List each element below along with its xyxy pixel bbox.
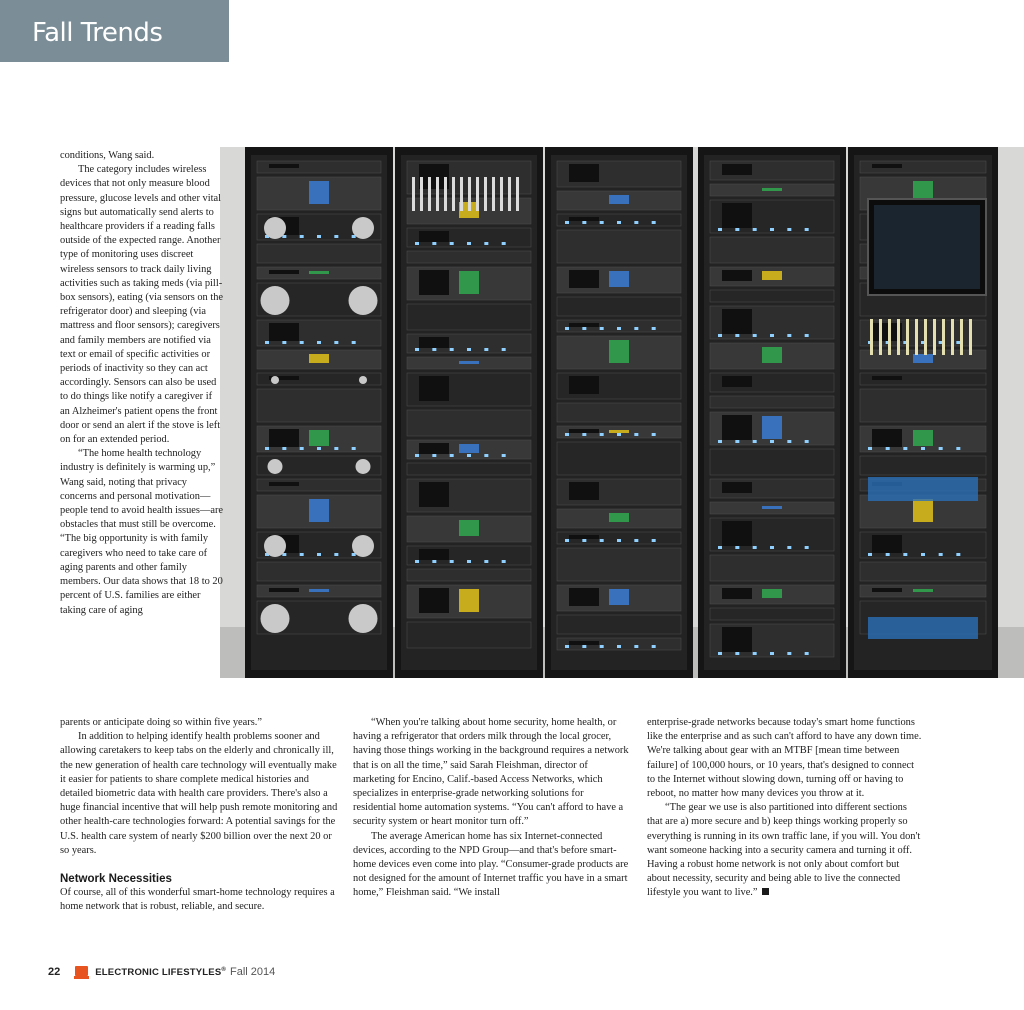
page-footer	[48, 965, 275, 979]
paragraph: Of course, all of this wonderful smart-home technology requires a home network that is robust, reliable, and secure.	[60, 887, 335, 913]
article-column-3	[647, 716, 923, 901]
registered-mark: ®	[221, 966, 226, 973]
subheading: Network Necessities	[60, 873, 172, 886]
magazine-name	[95, 967, 226, 978]
article-column-1-wide	[60, 716, 340, 914]
rack-illustration	[220, 147, 1024, 678]
paragraph	[647, 801, 923, 900]
paragraph: “The home health technology industry is definitely is warming up,” Wang said, noting that privacy concerns and personal motivation—people tend to avoid health issues—are obstacles that must still be overcome. “The big opportunity is with family caregivers who need to take care of aging parents and other family members. Our data shows that 18 to 20 percent of U.S. families are either taking care of aging	[60, 448, 224, 616]
section-banner	[0, 0, 229, 62]
paragraph: enterprise-grade networks because today's smart home functions like the enterprise and as such can't afford to have any down time. We're talking about gear with an MTBF [mean time between failure] of 100,000 hours, or 10 years, that's designed to connect to the Internet without slowing down, turning off or having to reboot, no matter how many devices you throw at it.	[647, 717, 922, 800]
paragraph: The category includes wireless devices that not only measure blood pressure, glucose levels and other vital signs but automatically send alerts to healthcare providers if a reading falls outside of the expected range. Another type of monitoring uses discreet wireless sensors to track daily living activities such as taking meds (via pill-box sensors), eating (via sensors on the refrigerator door) and sleeping (via mattress and floor sensors); caregivers and family members are notified via text or email of specific activities or periods of inactivity so they can act accordingly. Sensors can also be used to do things like notify a caregiver if an Alzheimer's patient opens the front door or send an alert if the stove is left on for an extended period.	[60, 164, 224, 446]
page-number: 22	[48, 966, 61, 978]
issue-label: Fall 2014	[230, 966, 276, 978]
paragraph: “When you're talking about home security, home health, or having a refrigerator that orders milk through the local grocer, having those things working in the background requires a network that is on all the time,” said Sarah Fleishman, director of marketing for Encino, Calif.-based Access Networks, which specializes in enterprise-grade networking solutions for residential home automation systems. “You can't afford to have a security system or heart monitor turn off.”	[353, 717, 629, 828]
paragraph: conditions, Wang said.	[60, 150, 155, 161]
magazine-name-text: ELECTRONIC LIFESTYLES	[95, 966, 222, 978]
server-rack-photo	[220, 147, 1024, 678]
paragraph: The average American home has six Internet-connected devices, according to the NPD Group—and that's before smart-home devices even come into play. “Consumer-grade products are not designed for the amount of Internet traffic you have in a smart home,” Fleishman said. “We install	[353, 830, 629, 899]
paragraph: parents or anticipate doing so within five years.”	[60, 717, 262, 728]
end-of-article-icon	[762, 888, 769, 895]
article-column-2	[353, 716, 629, 901]
section-title: Fall Trends	[32, 18, 163, 48]
paragraph-text: “The gear we use is also partitioned into different sections that are a) more secure and b) keep things working properly so everything is running in its own traffic lane, if you will. You don't want someone hacking into a security camera and turning it off. Having a robust home network is not only about comfort but about necessity, security and being able to live the connected lifestyle you want to live.”	[647, 802, 921, 899]
magazine-logo-icon	[74, 966, 89, 979]
article-column-1-narrow	[60, 149, 224, 618]
paragraph: In addition to helping identify health problems sooner and allowing caretakers to keep tabs on the elderly and chronically ill, the new generation of health care technology will eventually make it easier for patients to share complete medical histories and detailed biometric data with health care providers. There's also a huge financial incentive that will help push remote monitoring and other health-care technologies forward: A potential savings for the U.S. health care system of nearly $200 billion over the next 20 or so years.	[60, 731, 338, 856]
